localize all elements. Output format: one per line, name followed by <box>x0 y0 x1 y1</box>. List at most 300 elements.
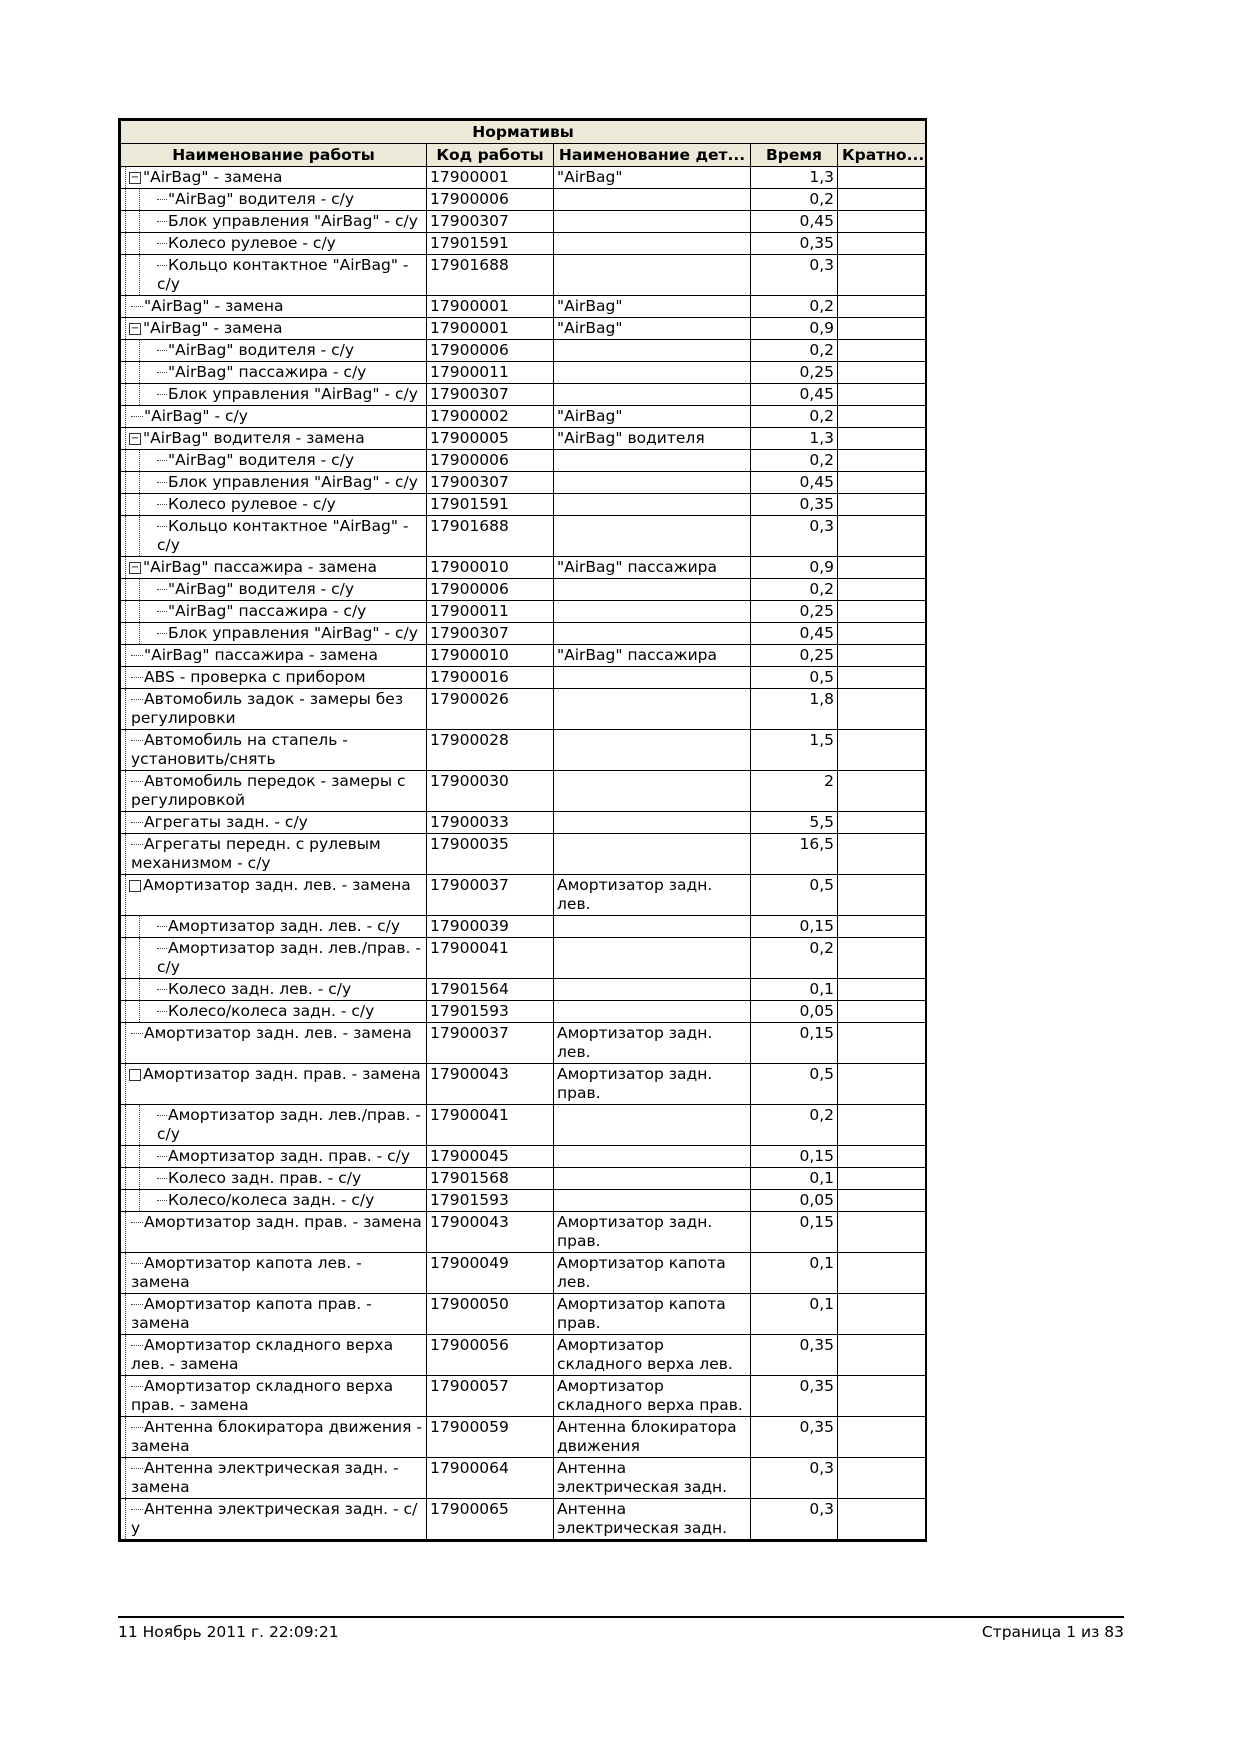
table-row[interactable] <box>121 1023 926 1064</box>
part-name-cell <box>554 601 751 623</box>
tree-connector-icon <box>131 1509 143 1510</box>
table-row[interactable] <box>121 318 926 340</box>
tree-connector-icon <box>157 1200 167 1201</box>
table-row[interactable] <box>121 233 926 255</box>
work-name-text: "AirBag" пассажира - с/у <box>168 602 367 620</box>
multiplicity-cell <box>838 623 926 645</box>
table-row[interactable] <box>121 472 926 494</box>
work-name-cell <box>121 579 427 601</box>
work-name-cell <box>121 979 427 1001</box>
multiplicity-cell <box>838 938 926 979</box>
table-row[interactable] <box>121 340 926 362</box>
footer-date: 11 Ноябрь 2011 г. 22:09:21 <box>118 1623 339 1641</box>
part-name-cell <box>554 623 751 645</box>
tree-connector-icon <box>131 677 143 678</box>
table-row[interactable] <box>121 1168 926 1190</box>
table-row[interactable] <box>121 1417 926 1458</box>
part-name-cell <box>554 579 751 601</box>
part-name-cell: Антенна электрическая задн. <box>554 1499 751 1540</box>
work-code-cell: 17900049 <box>427 1253 554 1294</box>
multiplicity-cell <box>838 1499 926 1540</box>
work-code-cell: 17901568 <box>427 1168 554 1190</box>
work-name-text: "AirBag" пассажира - с/у <box>168 363 367 381</box>
column-header-work-name[interactable]: Наименование работы <box>121 144 427 167</box>
work-name-cell <box>121 1023 427 1064</box>
time-cell: 2 <box>751 771 838 812</box>
part-name-cell: "AirBag" <box>554 296 751 318</box>
multiplicity-cell <box>838 579 926 601</box>
table-row[interactable] <box>121 623 926 645</box>
work-name-cell <box>121 450 427 472</box>
multiplicity-cell <box>838 233 926 255</box>
multiplicity-cell <box>838 428 926 450</box>
work-name-text: Кольцо контактное "AirBag" - с/у <box>157 256 409 293</box>
work-name-cell <box>121 1105 427 1146</box>
part-name-cell: "AirBag" пассажира <box>554 557 751 579</box>
work-name-text: "AirBag" пассажира - замена <box>143 558 378 576</box>
tree-connector-icon <box>157 926 167 927</box>
tree-connector-icon <box>157 372 167 373</box>
time-cell: 0,15 <box>751 916 838 938</box>
table-row[interactable] <box>121 601 926 623</box>
work-name-cell <box>121 406 427 428</box>
table-row[interactable] <box>121 1001 926 1023</box>
work-code-cell: 17900041 <box>427 938 554 979</box>
work-code-cell: 17900026 <box>427 689 554 730</box>
tree-connector-icon <box>157 460 167 461</box>
work-code-cell: 17900059 <box>427 1417 554 1458</box>
work-name-cell <box>121 428 427 450</box>
work-name-cell <box>121 211 427 233</box>
work-name-text: Колесо рулевое - с/у <box>168 495 336 513</box>
time-cell: 0,35 <box>751 1376 838 1417</box>
table-row[interactable] <box>121 255 926 296</box>
table-row[interactable] <box>121 428 926 450</box>
table-row[interactable] <box>121 1253 926 1294</box>
work-name-text: "AirBag" водителя - с/у <box>168 190 355 208</box>
work-name-cell <box>121 516 427 557</box>
column-header-part-name[interactable]: Наименование дет... <box>554 144 751 167</box>
tree-connector-icon <box>131 844 143 845</box>
time-cell: 0,3 <box>751 255 838 296</box>
part-name-cell <box>554 516 751 557</box>
work-name-cell <box>121 667 427 689</box>
work-code-cell: 17900011 <box>427 601 554 623</box>
work-name-cell <box>121 1499 427 1540</box>
multiplicity-cell <box>838 211 926 233</box>
tree-connector-icon <box>131 1468 143 1469</box>
expand-box-icon[interactable] <box>129 880 141 892</box>
work-name-text: Колесо/колеса задн. - с/у <box>168 1002 375 1020</box>
time-cell: 0,25 <box>751 645 838 667</box>
norms-table <box>120 120 926 1540</box>
part-name-cell: Амортизатор складного верха прав. <box>554 1376 751 1417</box>
work-name-text: Колесо рулевое - с/у <box>168 234 336 252</box>
part-name-cell <box>554 450 751 472</box>
work-name-text: "AirBag" водителя - с/у <box>168 341 355 359</box>
work-code-cell: 17900050 <box>427 1294 554 1335</box>
work-code-cell: 17900011 <box>427 362 554 384</box>
table-row[interactable] <box>121 516 926 557</box>
work-name-text: Агрегаты задн. - с/у <box>144 813 308 831</box>
table-row[interactable] <box>121 771 926 812</box>
work-name-text: Колесо/колеса задн. - с/у <box>168 1191 375 1209</box>
multiplicity-cell <box>838 296 926 318</box>
table-row[interactable] <box>121 667 926 689</box>
tree-connector-icon <box>157 265 167 266</box>
tree-connector-icon <box>157 482 167 483</box>
table-title: Нормативы <box>121 121 926 144</box>
table-row[interactable] <box>121 730 926 771</box>
part-name-cell: Антенна электрическая задн. <box>554 1458 751 1499</box>
part-name-cell: "AirBag" водителя <box>554 428 751 450</box>
work-name-cell <box>121 1064 427 1105</box>
table-row[interactable] <box>121 1190 926 1212</box>
work-name-cell <box>121 938 427 979</box>
time-cell: 0,1 <box>751 1294 838 1335</box>
table-row[interactable] <box>121 1212 926 1253</box>
table-row[interactable] <box>121 1294 926 1335</box>
table-row[interactable] <box>121 167 926 189</box>
work-name-cell <box>121 645 427 667</box>
multiplicity-cell <box>838 516 926 557</box>
multiplicity-cell <box>838 1190 926 1212</box>
part-name-cell: Амортизатор задн. лев. <box>554 1023 751 1064</box>
work-name-text: "AirBag" пассажира - замена <box>144 646 379 664</box>
multiplicity-cell <box>838 771 926 812</box>
work-name-text: Блок управления "AirBag" - с/у <box>168 385 418 403</box>
multiplicity-cell <box>838 875 926 916</box>
work-name-text: Антенна блокиратора движения - замена <box>131 1418 422 1455</box>
part-name-cell <box>554 255 751 296</box>
part-name-cell <box>554 812 751 834</box>
work-code-cell: 17900056 <box>427 1335 554 1376</box>
table-row[interactable] <box>121 450 926 472</box>
tree-connector-icon <box>131 781 143 782</box>
collapse-icon[interactable]: − <box>130 322 140 334</box>
work-name-cell <box>121 318 427 340</box>
work-code-cell: 17900005 <box>427 428 554 450</box>
work-name-text: Блок управления "AirBag" - с/у <box>168 212 418 230</box>
table-row[interactable] <box>121 406 926 428</box>
work-name-text: Антенна электрическая задн. - с/у <box>131 1500 418 1537</box>
work-code-cell: 17900010 <box>427 645 554 667</box>
part-name-cell <box>554 1190 751 1212</box>
time-cell: 0,2 <box>751 1105 838 1146</box>
work-code-cell: 17900028 <box>427 730 554 771</box>
work-code-cell: 17900030 <box>427 771 554 812</box>
part-name-cell: "AirBag" пассажира <box>554 645 751 667</box>
work-name-text: Амортизатор складного верха прав. - замена <box>131 1377 394 1414</box>
multiplicity-cell <box>838 189 926 211</box>
time-cell: 0,2 <box>751 296 838 318</box>
work-name-cell <box>121 557 427 579</box>
part-name-cell <box>554 362 751 384</box>
part-name-cell <box>554 472 751 494</box>
tree-connector-icon <box>157 611 167 612</box>
table-row[interactable] <box>121 1146 926 1168</box>
collapse-icon[interactable]: − <box>130 171 140 183</box>
tree-connector-icon <box>157 948 167 949</box>
work-code-cell: 17900045 <box>427 1146 554 1168</box>
work-code-cell: 17901593 <box>427 1001 554 1023</box>
table-row[interactable] <box>121 689 926 730</box>
work-name-cell <box>121 255 427 296</box>
multiplicity-cell <box>838 689 926 730</box>
multiplicity-cell <box>838 384 926 406</box>
work-name-cell <box>121 875 427 916</box>
work-name-cell <box>121 601 427 623</box>
time-cell: 0,05 <box>751 1001 838 1023</box>
table-row[interactable] <box>121 979 926 1001</box>
work-name-text: "AirBag" - замена <box>143 168 283 186</box>
time-cell: 0,45 <box>751 384 838 406</box>
work-name-text: Амортизатор задн. лев./прав. - с/у <box>157 939 421 976</box>
work-name-text: Антенна электрическая задн. - замена <box>131 1459 399 1496</box>
tree-connector-icon <box>157 350 167 351</box>
part-name-cell <box>554 730 751 771</box>
work-name-cell <box>121 771 427 812</box>
table-row[interactable] <box>121 362 926 384</box>
time-cell: 1,3 <box>751 428 838 450</box>
work-name-cell <box>121 472 427 494</box>
table-row[interactable] <box>121 579 926 601</box>
time-cell: 0,5 <box>751 1064 838 1105</box>
tree-connector-icon <box>131 1427 143 1428</box>
multiplicity-cell <box>838 1146 926 1168</box>
part-name-cell <box>554 689 751 730</box>
time-cell: 0,3 <box>751 516 838 557</box>
work-name-cell <box>121 689 427 730</box>
multiplicity-cell <box>838 167 926 189</box>
multiplicity-cell <box>838 1001 926 1023</box>
table-row[interactable] <box>121 916 926 938</box>
table-row[interactable] <box>121 211 926 233</box>
multiplicity-cell <box>838 812 926 834</box>
work-code-cell: 17900001 <box>427 167 554 189</box>
part-name-cell: Амортизатор капота прав. <box>554 1294 751 1335</box>
work-name-cell <box>121 1417 427 1458</box>
work-name-text: "AirBag" - с/у <box>144 407 248 425</box>
time-cell: 0,25 <box>751 362 838 384</box>
part-name-cell <box>554 384 751 406</box>
multiplicity-cell <box>838 255 926 296</box>
multiplicity-cell <box>838 1376 926 1417</box>
work-name-text: Автомобиль передок - замеры с регулировкой <box>131 772 406 809</box>
tree-connector-icon <box>157 504 167 505</box>
tree-connector-icon <box>157 394 167 395</box>
part-name-cell <box>554 233 751 255</box>
tree-connector-icon <box>157 1156 167 1157</box>
table-row[interactable] <box>121 296 926 318</box>
work-name-cell <box>121 1335 427 1376</box>
multiplicity-cell <box>838 1417 926 1458</box>
time-cell: 0,2 <box>751 450 838 472</box>
multiplicity-cell <box>838 730 926 771</box>
time-cell: 0,9 <box>751 557 838 579</box>
work-code-cell: 17900001 <box>427 318 554 340</box>
work-name-cell <box>121 1212 427 1253</box>
work-name-cell <box>121 384 427 406</box>
time-cell: 1,3 <box>751 167 838 189</box>
work-code-cell: 17900064 <box>427 1458 554 1499</box>
multiplicity-cell <box>838 645 926 667</box>
multiplicity-cell <box>838 834 926 875</box>
table-row[interactable] <box>121 1335 926 1376</box>
time-cell: 0,15 <box>751 1023 838 1064</box>
tree-connector-icon <box>157 589 167 590</box>
tree-connector-icon <box>157 221 167 222</box>
work-code-cell: 17900006 <box>427 340 554 362</box>
table-row[interactable] <box>121 645 926 667</box>
time-cell: 0,25 <box>751 601 838 623</box>
time-cell: 0,15 <box>751 1146 838 1168</box>
part-name-cell: Амортизатор складного верха лев. <box>554 1335 751 1376</box>
work-name-cell <box>121 189 427 211</box>
part-name-cell <box>554 916 751 938</box>
work-name-cell <box>121 1376 427 1417</box>
work-code-cell: 17900043 <box>427 1212 554 1253</box>
table-row[interactable] <box>121 834 926 875</box>
work-name-text: Амортизатор складного верха лев. - замена <box>131 1336 394 1373</box>
time-cell: 0,1 <box>751 979 838 1001</box>
table-row[interactable] <box>121 875 926 916</box>
tree-connector-icon <box>157 1115 167 1116</box>
work-name-text: Агрегаты передн. с рулевым механизмом - с/у <box>131 835 381 872</box>
work-code-cell: 17900307 <box>427 472 554 494</box>
table-row[interactable] <box>121 384 926 406</box>
collapse-icon[interactable]: − <box>130 561 140 573</box>
work-name-text: Амортизатор задн. лев./прав. - с/у <box>157 1106 421 1143</box>
time-cell: 0,15 <box>751 1212 838 1253</box>
table-row[interactable] <box>121 812 926 834</box>
tree-connector-icon <box>131 655 143 656</box>
work-code-cell: 17900006 <box>427 189 554 211</box>
time-cell: 5,5 <box>751 812 838 834</box>
work-name-cell <box>121 916 427 938</box>
multiplicity-cell <box>838 1294 926 1335</box>
part-name-cell <box>554 1168 751 1190</box>
tree-connector-icon <box>131 306 143 307</box>
table-row[interactable] <box>121 938 926 979</box>
table-row[interactable] <box>121 494 926 516</box>
footer-page-number: Страница 1 из 83 <box>981 1623 1124 1641</box>
time-cell: 0,3 <box>751 1499 838 1540</box>
multiplicity-cell <box>838 979 926 1001</box>
time-cell: 0,5 <box>751 875 838 916</box>
work-code-cell: 17900037 <box>427 1023 554 1064</box>
tree-connector-icon <box>131 1304 143 1305</box>
work-name-cell <box>121 1190 427 1212</box>
work-name-text: Амортизатор задн. прав. - замена <box>144 1213 422 1231</box>
work-name-cell <box>121 1458 427 1499</box>
work-name-cell <box>121 494 427 516</box>
table-row[interactable] <box>121 557 926 579</box>
multiplicity-cell <box>838 1105 926 1146</box>
table-row[interactable] <box>121 1376 926 1417</box>
multiplicity-cell <box>838 667 926 689</box>
time-cell: 16,5 <box>751 834 838 875</box>
table-row[interactable] <box>121 189 926 211</box>
work-code-cell: 17900041 <box>427 1105 554 1146</box>
work-name-cell <box>121 623 427 645</box>
work-name-text: "AirBag" - замена <box>143 319 283 337</box>
tree-connector-icon <box>157 633 167 634</box>
column-header-work-code[interactable]: Код работы <box>427 144 554 167</box>
work-name-cell <box>121 834 427 875</box>
time-cell: 0,2 <box>751 579 838 601</box>
work-code-cell: 17901593 <box>427 1190 554 1212</box>
time-cell: 1,8 <box>751 689 838 730</box>
time-cell: 0,2 <box>751 340 838 362</box>
part-name-cell: "AirBag" <box>554 318 751 340</box>
multiplicity-cell <box>838 318 926 340</box>
work-code-cell: 17901688 <box>427 255 554 296</box>
work-code-cell: 17900016 <box>427 667 554 689</box>
work-name-text: Амортизатор капота прав. - замена <box>131 1295 372 1332</box>
part-name-cell <box>554 340 751 362</box>
work-name-cell <box>121 362 427 384</box>
multiplicity-cell <box>838 1458 926 1499</box>
work-name-text: Амортизатор задн. лев. - замена <box>143 876 411 894</box>
table-row[interactable] <box>121 1064 926 1105</box>
tree-connector-icon <box>157 1178 167 1179</box>
multiplicity-cell <box>838 1064 926 1105</box>
multiplicity-cell <box>838 340 926 362</box>
time-cell: 0,35 <box>751 233 838 255</box>
part-name-cell <box>554 1001 751 1023</box>
work-code-cell: 17900001 <box>427 296 554 318</box>
time-cell: 0,9 <box>751 318 838 340</box>
work-name-cell <box>121 812 427 834</box>
work-code-cell: 17900065 <box>427 1499 554 1540</box>
time-cell: 0,35 <box>751 1417 838 1458</box>
multiplicity-cell <box>838 494 926 516</box>
tree-connector-icon <box>131 699 143 700</box>
tree-connector-icon <box>131 416 143 417</box>
table-row[interactable] <box>121 1499 926 1540</box>
part-name-cell: Амортизатор задн. прав. <box>554 1064 751 1105</box>
multiplicity-cell <box>838 406 926 428</box>
work-code-cell: 17900006 <box>427 579 554 601</box>
work-name-cell <box>121 1294 427 1335</box>
multiplicity-cell <box>838 1023 926 1064</box>
work-code-cell: 17901564 <box>427 979 554 1001</box>
time-cell: 0,2 <box>751 406 838 428</box>
work-name-text: "AirBag" водителя - замена <box>143 429 365 447</box>
column-header-time[interactable]: Время <box>751 144 838 167</box>
time-cell: 0,45 <box>751 472 838 494</box>
expand-box-icon[interactable] <box>129 1069 141 1081</box>
work-code-cell: 17901591 <box>427 494 554 516</box>
work-name-cell <box>121 167 427 189</box>
work-name-text: Кольцо контактное "AirBag" - с/у <box>157 517 409 554</box>
tree-connector-icon <box>131 1033 143 1034</box>
collapse-icon[interactable]: − <box>130 432 140 444</box>
tree-connector-icon <box>157 989 167 990</box>
table-row[interactable] <box>121 1458 926 1499</box>
work-name-text: Амортизатор задн. лев. - с/у <box>168 917 401 935</box>
part-name-cell: Амортизатор задн. лев. <box>554 875 751 916</box>
work-name-cell <box>121 296 427 318</box>
table-row[interactable] <box>121 1105 926 1146</box>
column-header-multiplicity[interactable]: Кратно... <box>838 144 926 167</box>
work-name-cell <box>121 1146 427 1168</box>
work-name-text: Амортизатор задн. лев. - замена <box>144 1024 412 1042</box>
work-name-text: Блок управления "AirBag" - с/у <box>168 624 418 642</box>
work-code-cell: 17900006 <box>427 450 554 472</box>
multiplicity-cell <box>838 472 926 494</box>
